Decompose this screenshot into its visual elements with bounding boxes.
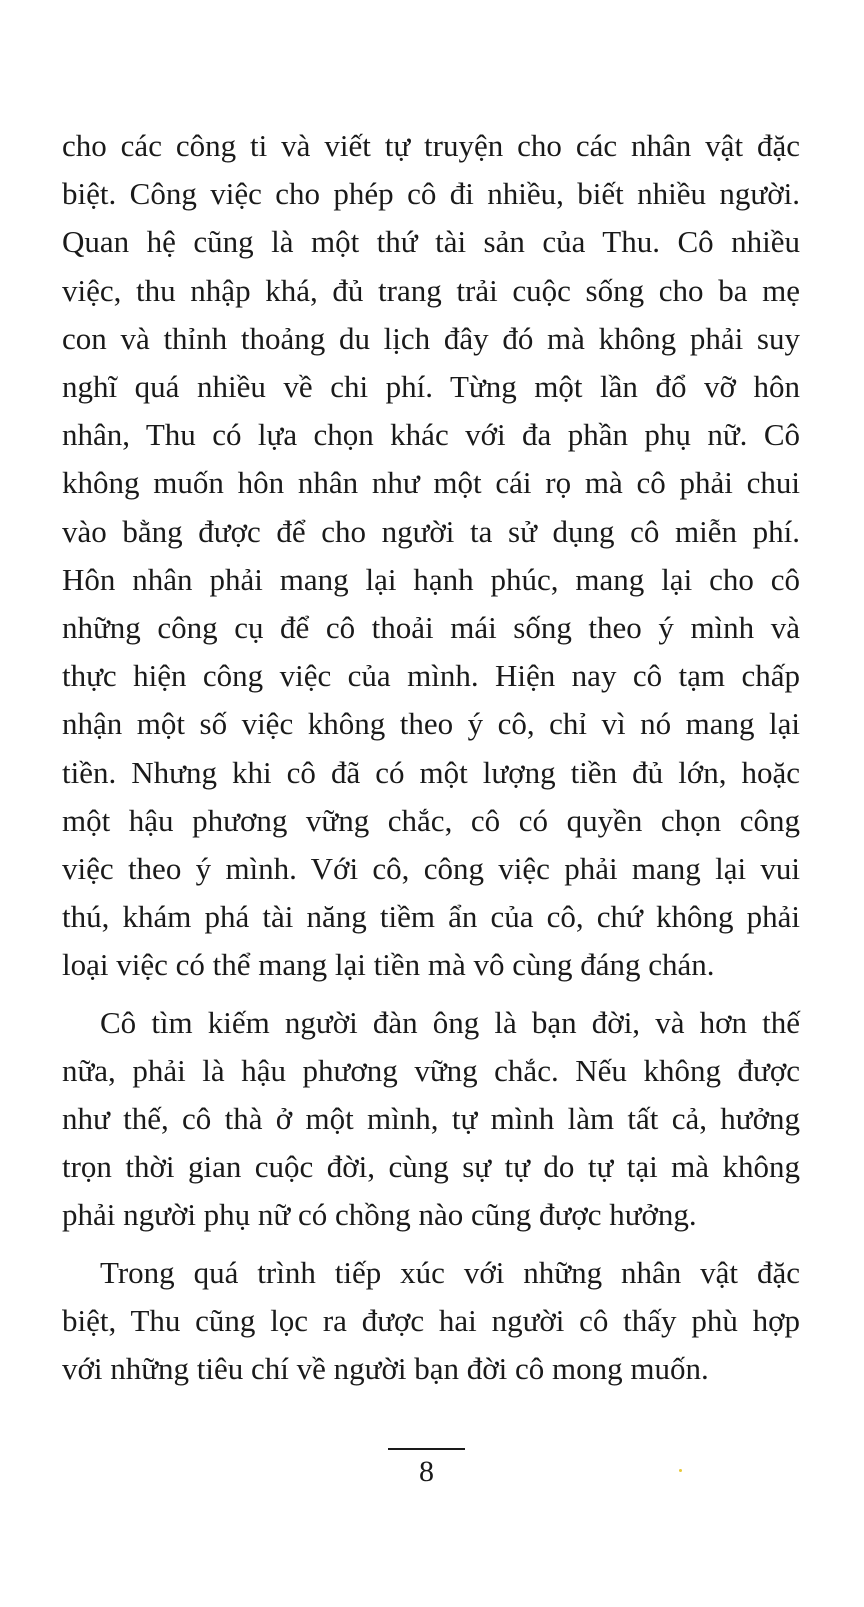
text-line: nhận một số việc không theo ý cô, chỉ vì nó mang lại (62, 706, 800, 742)
text-line: vào bằng được để cho người ta sử dụng cô miễn phí. (62, 513, 800, 549)
text-line: Cô tìm kiếm người đàn ông là bạn đời, và hơn thế (100, 1004, 800, 1040)
text-line: nhân, Thu có lựa chọn khác với đa phần phụ nữ. Cô (62, 417, 800, 453)
paragraph-1 (62, 122, 800, 990)
paragraph-2 (62, 999, 800, 1240)
text-line: những công cụ để cô thoải mái sống theo ý mình và (62, 610, 800, 646)
text-line: việc theo ý mình. Với cô, công việc phải mang lại vui (62, 851, 800, 887)
text-line: loại việc có thể mang lại tiền mà vô cùng đáng chán. (62, 947, 715, 983)
text-line: cho các công ti và viết tự truyện cho các nhân vật đặc (62, 128, 800, 163)
text-line: phải người phụ nữ có chồng nào cũng được hưởng. (62, 1197, 697, 1233)
text-line: biệt, Thu cũng lọc ra được hai người cô thấy phù hợp (62, 1302, 800, 1338)
paragraph-3 (62, 1249, 800, 1394)
ink-speck (679, 1469, 682, 1472)
text-line: nữa, phải là hậu phương vững chắc. Nếu không được (62, 1052, 800, 1088)
text-line: thực hiện công việc của mình. Hiện nay cô tạm chấp (62, 658, 800, 694)
body-text (62, 122, 800, 1393)
text-line: Quan hệ cũng là một thứ tài sản của Thu. Cô nhiều (62, 224, 800, 260)
text-line: như thế, cô thà ở một mình, tự mình làm tất cả, hưởng (62, 1101, 800, 1137)
text-line: việc, thu nhập khá, đủ trang trải cuộc sống cho ba mẹ (62, 272, 800, 308)
text-line: Hôn nhân phải mang lại hạnh phúc, mang lại cho cô (62, 561, 800, 597)
text-line: một hậu phương vững chắc, cô có quyền chọn công (62, 802, 800, 838)
text-line: con và thỉnh thoảng du lịch đây đó mà không phải suy (62, 320, 800, 356)
text-line: trọn thời gian cuộc đời, cùng sự tự do tự tại mà không (62, 1149, 800, 1185)
text-line: tiền. Nhưng khi cô đã có một lượng tiền đủ lớn, hoặc (62, 754, 800, 790)
footer-rule (388, 1448, 465, 1450)
text-line: với những tiêu chí về người bạn đời cô mong muốn. (62, 1351, 709, 1387)
page-number: 8 (419, 1455, 434, 1488)
text-line: thú, khám phá tài năng tiềm ẩn của cô, chứ không phải (62, 899, 800, 935)
text-line: nghĩ quá nhiều về chi phí. Từng một lần đổ vỡ hôn (62, 369, 800, 405)
text-line: không muốn hôn nhân như một cái rọ mà cô phải chui (62, 465, 800, 501)
text-line: Trong quá trình tiếp xúc với những nhân vật đặc (100, 1254, 800, 1290)
text-line: biệt. Công việc cho phép cô đi nhiều, biết nhiều người. (62, 176, 800, 212)
